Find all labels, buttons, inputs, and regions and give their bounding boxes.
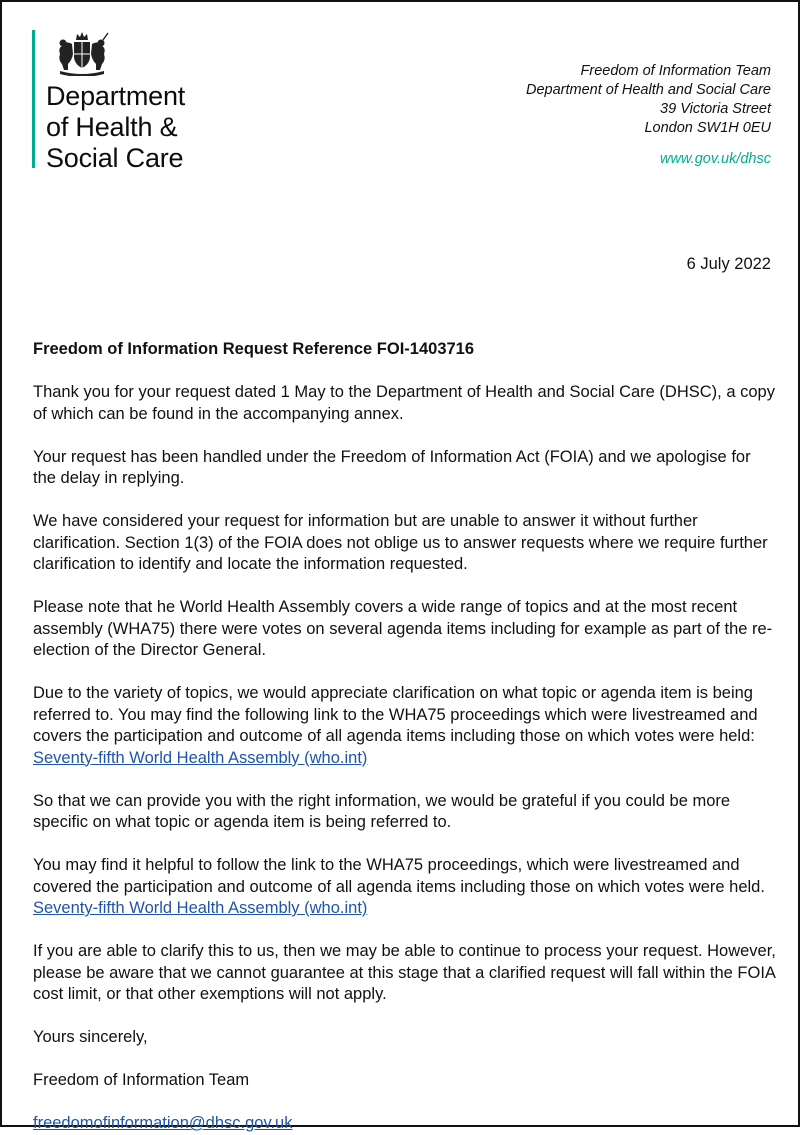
paragraph-1: Thank you for your request dated 1 May to the Department of Health and Social Care (DHSC), a copy of which can be found in the accompanying annex.	[33, 383, 775, 423]
request-reference-heading: Freedom of Information Request Reference FOI-1403716	[33, 340, 475, 358]
dhsc-logo-wordmark	[46, 81, 185, 174]
sender-address	[526, 62, 771, 138]
address-line-3: 39 Victoria Street	[660, 101, 771, 117]
paragraph-2: Your request has been handled under the Freedom of Information Act (FOIA) and we apologise for the delay in replying.	[33, 447, 751, 487]
signature-team: Freedom of Information Team	[33, 1071, 250, 1089]
logo-line-1: Department	[46, 81, 186, 111]
paragraph-8: If you are able to clarify this to us, then we may be able to continue to process your request. However, please be aware that we cannot guarantee at this stage that a clarified request will fall within the FOIA cost limit, or that other exemptions will not apply.	[33, 942, 776, 1003]
contact-email-link[interactable]: freedomofinformation@dhsc.gov.uk	[33, 1114, 293, 1132]
salutation: Yours sincerely,	[33, 1028, 148, 1046]
wha75-link-1[interactable]: Seventy-fifth World Health Assembly (who.int)	[33, 748, 368, 767]
letter-date: 6 July 2022	[686, 255, 771, 273]
paragraph-6: So that we can provide you with the right information, we would be grateful if you could be more specific on what topic or agenda item is being referred to.	[33, 791, 731, 831]
website-link[interactable]: www.gov.uk/dhsc	[660, 151, 771, 167]
logo-line-3: Social Care	[46, 143, 184, 173]
paragraph-4: Please note that he World Health Assembly covers a wide range of topics and at the most recent assembly (WHA75) there were votes on several agenda items including for example as part of the re-election of the Director General.	[33, 598, 773, 659]
paragraph-7-text: You may find it helpful to follow the link to the WHA75 proceedings, which were livestreamed and covered the participation and outcome of all agenda items including those on which votes were held.	[33, 856, 765, 896]
royal-coat-of-arms-icon	[46, 30, 118, 76]
letter-body	[33, 339, 778, 1135]
address-line-4: London SW1H 0EU	[644, 120, 771, 136]
paragraph-7	[33, 855, 778, 920]
paragraph-5-text: Due to the variety of topics, we would appreciate clarification on what topic or agenda item is being referred to. You may find the following link to the WHA75 proceedings which were livestreamed and covers the participation and outcome of all agenda items including those on which votes were held:	[33, 684, 758, 745]
logo-line-2: of Health &	[46, 112, 178, 142]
wha75-link-2[interactable]: Seventy-fifth World Health Assembly (who.int)	[33, 899, 368, 917]
address-line-2: Department of Health and Social Care	[525, 82, 771, 98]
paragraph-5	[33, 683, 778, 769]
address-line-1: Freedom of Information Team	[580, 63, 771, 79]
dhsc-logo	[32, 30, 222, 173]
paragraph-3: We have considered your request for information but are unable to answer it without further clarification. Section 1(3) of the FOIA does not oblige us to answer requests where we require further clarification to identify and locate the information requested.	[33, 512, 768, 573]
logo-accent-bar	[32, 30, 35, 168]
